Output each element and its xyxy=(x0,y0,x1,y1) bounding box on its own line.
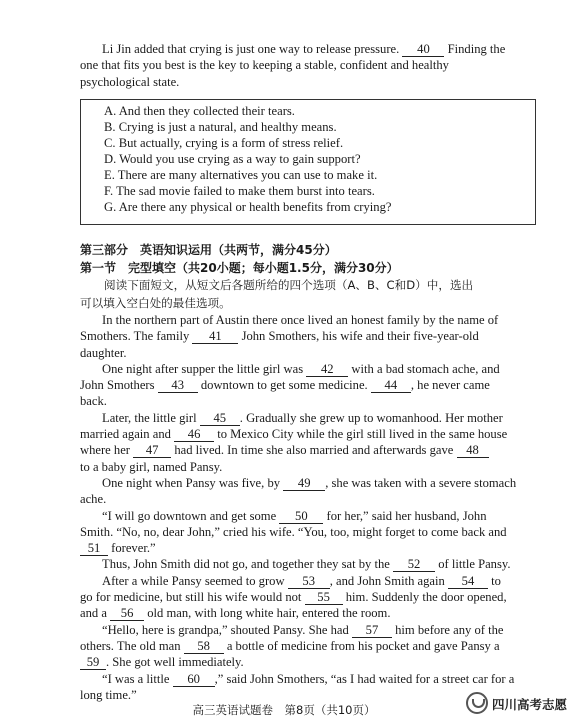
text: Later, the little girl xyxy=(102,410,197,425)
text: where her xyxy=(80,443,130,458)
text: John Smothers xyxy=(80,378,155,393)
text-line: psychological state. xyxy=(80,74,180,89)
text-line: In the northern part of Austin there once lived an honest family by the name of xyxy=(102,313,499,327)
text: him. Suddenly the door opened, xyxy=(345,590,507,605)
text: ,” said John Smothers, “as I had waited for a street car for a xyxy=(214,671,515,686)
option-b: B. Crying is just a natural, and healthy means. xyxy=(104,120,337,134)
blank-57: 57 xyxy=(352,624,392,638)
text-line: back. xyxy=(80,394,107,409)
text: a bottle of medicine from his pocket and gave Pansy a xyxy=(226,638,500,653)
text-line: long time.” xyxy=(80,687,137,702)
blank-55: 55 xyxy=(305,591,343,605)
text: old man, with long white hair, entered the room. xyxy=(147,606,391,621)
blank-49: 49 xyxy=(283,477,325,491)
instructions-line1: 阅读下面短文，从短文后各题所给的四个选项（A、B、C和D）中，选出 xyxy=(104,278,474,292)
story-text xyxy=(80,312,542,703)
text: to xyxy=(491,573,501,588)
text: others. The old man xyxy=(80,638,181,653)
blank-54: 54 xyxy=(448,575,488,589)
text-line: Finding the xyxy=(447,42,506,56)
blank-56: 56 xyxy=(110,607,144,621)
page-footer: 高三英语试题卷 第8页（共10页） xyxy=(192,703,376,717)
blank-41: 41 xyxy=(192,330,238,344)
text-line: ache. xyxy=(80,492,107,507)
text-line: daughter. xyxy=(80,345,127,360)
top-paragraph xyxy=(80,41,542,90)
option-a: A. And then they collected their tears. xyxy=(104,104,295,118)
text-line: to a baby girl, named Pansy. xyxy=(80,459,223,474)
blank-44: 44 xyxy=(371,379,411,393)
text: for her,” said her husband, John xyxy=(326,508,487,523)
text: Smothers. The family xyxy=(80,329,190,344)
text: Thus, John Smith did not go, and together they sat by the xyxy=(102,557,390,572)
text: forever.” xyxy=(111,541,156,556)
blank-45: 45 xyxy=(200,412,240,426)
text: married again and xyxy=(80,427,171,442)
wechat-logo-icon xyxy=(466,692,488,714)
text: . Gradually she grew up to womanhood. Her mother xyxy=(239,410,503,425)
option-c: C. But actually, crying is a form of stress relief. xyxy=(104,136,344,150)
part3-title: 第三部分 英语知识运用（共两节，满分45分） xyxy=(80,243,337,257)
blank-51: 51 xyxy=(80,542,108,556)
watermark xyxy=(456,686,568,722)
option-d: D. Would you use crying as a way to gain support? xyxy=(104,152,361,166)
blank-43: 43 xyxy=(158,379,198,393)
text: John Smothers, his wife and their five-year-old xyxy=(241,329,479,344)
text: “Hello, here is grandpa,” shouted Pansy. She had xyxy=(102,622,349,637)
text: , she was taken with a severe stomach xyxy=(325,475,517,490)
text: One night when Pansy was five, by xyxy=(102,475,281,490)
blank-58: 58 xyxy=(184,640,224,654)
blank-48: 48 xyxy=(457,444,489,458)
blank-59: 59 xyxy=(80,656,106,670)
text: . She got well immediately. xyxy=(106,655,244,670)
text: with a bad stomach ache, and xyxy=(351,361,500,376)
text: to Mexico City while the girl still lived in the same house xyxy=(217,427,508,442)
text: After a while Pansy seemed to grow xyxy=(102,573,285,588)
blank-42: 42 xyxy=(306,363,348,377)
blank-53: 53 xyxy=(288,575,330,589)
blank-47: 47 xyxy=(133,444,171,458)
option-e: E. There are many alternatives you can use to make it. xyxy=(104,168,378,182)
text: , he never came xyxy=(410,378,490,393)
blank-52: 52 xyxy=(393,558,435,572)
blank-46: 46 xyxy=(174,428,214,442)
text: “I will go downtown and get some xyxy=(102,508,277,523)
text: , and John Smith again xyxy=(329,573,445,588)
text: downtown to get some medicine. xyxy=(200,378,368,393)
text-line: Smith. “No, no, dear John,” cried his wife. “You, too, might forget to come back and xyxy=(80,524,507,539)
text: go for medicine, but still his wife would not xyxy=(80,590,302,605)
option-g: G. Are there any physical or health benefits from crying? xyxy=(104,200,392,214)
blank-40: 40 xyxy=(402,43,444,57)
text-line: Li Jin added that crying is just one way to release pressure. xyxy=(102,42,400,56)
text: him before any of the xyxy=(395,622,504,637)
blank-50: 50 xyxy=(279,510,323,524)
text: and a xyxy=(80,606,107,621)
watermark-text: 四川高考志愿 xyxy=(492,697,568,712)
instructions-line2: 可以填入空白处的最佳选项。 xyxy=(80,296,231,310)
text: had lived. In time she also married and afterwards gave xyxy=(174,443,454,458)
text: “I was a little xyxy=(102,671,170,686)
text: One night after supper the little girl was xyxy=(102,361,304,376)
option-f: F. The sad movie failed to make them burst into tears. xyxy=(104,184,375,198)
section1-title: 第一节 完型填空（共20小题；每小题1.5分，满分30分） xyxy=(80,261,399,275)
text-line: one that fits you best is the key to keeping a stable, confident and healthy xyxy=(80,58,449,73)
text: of little Pansy. xyxy=(438,557,511,572)
blank-60: 60 xyxy=(173,673,215,687)
